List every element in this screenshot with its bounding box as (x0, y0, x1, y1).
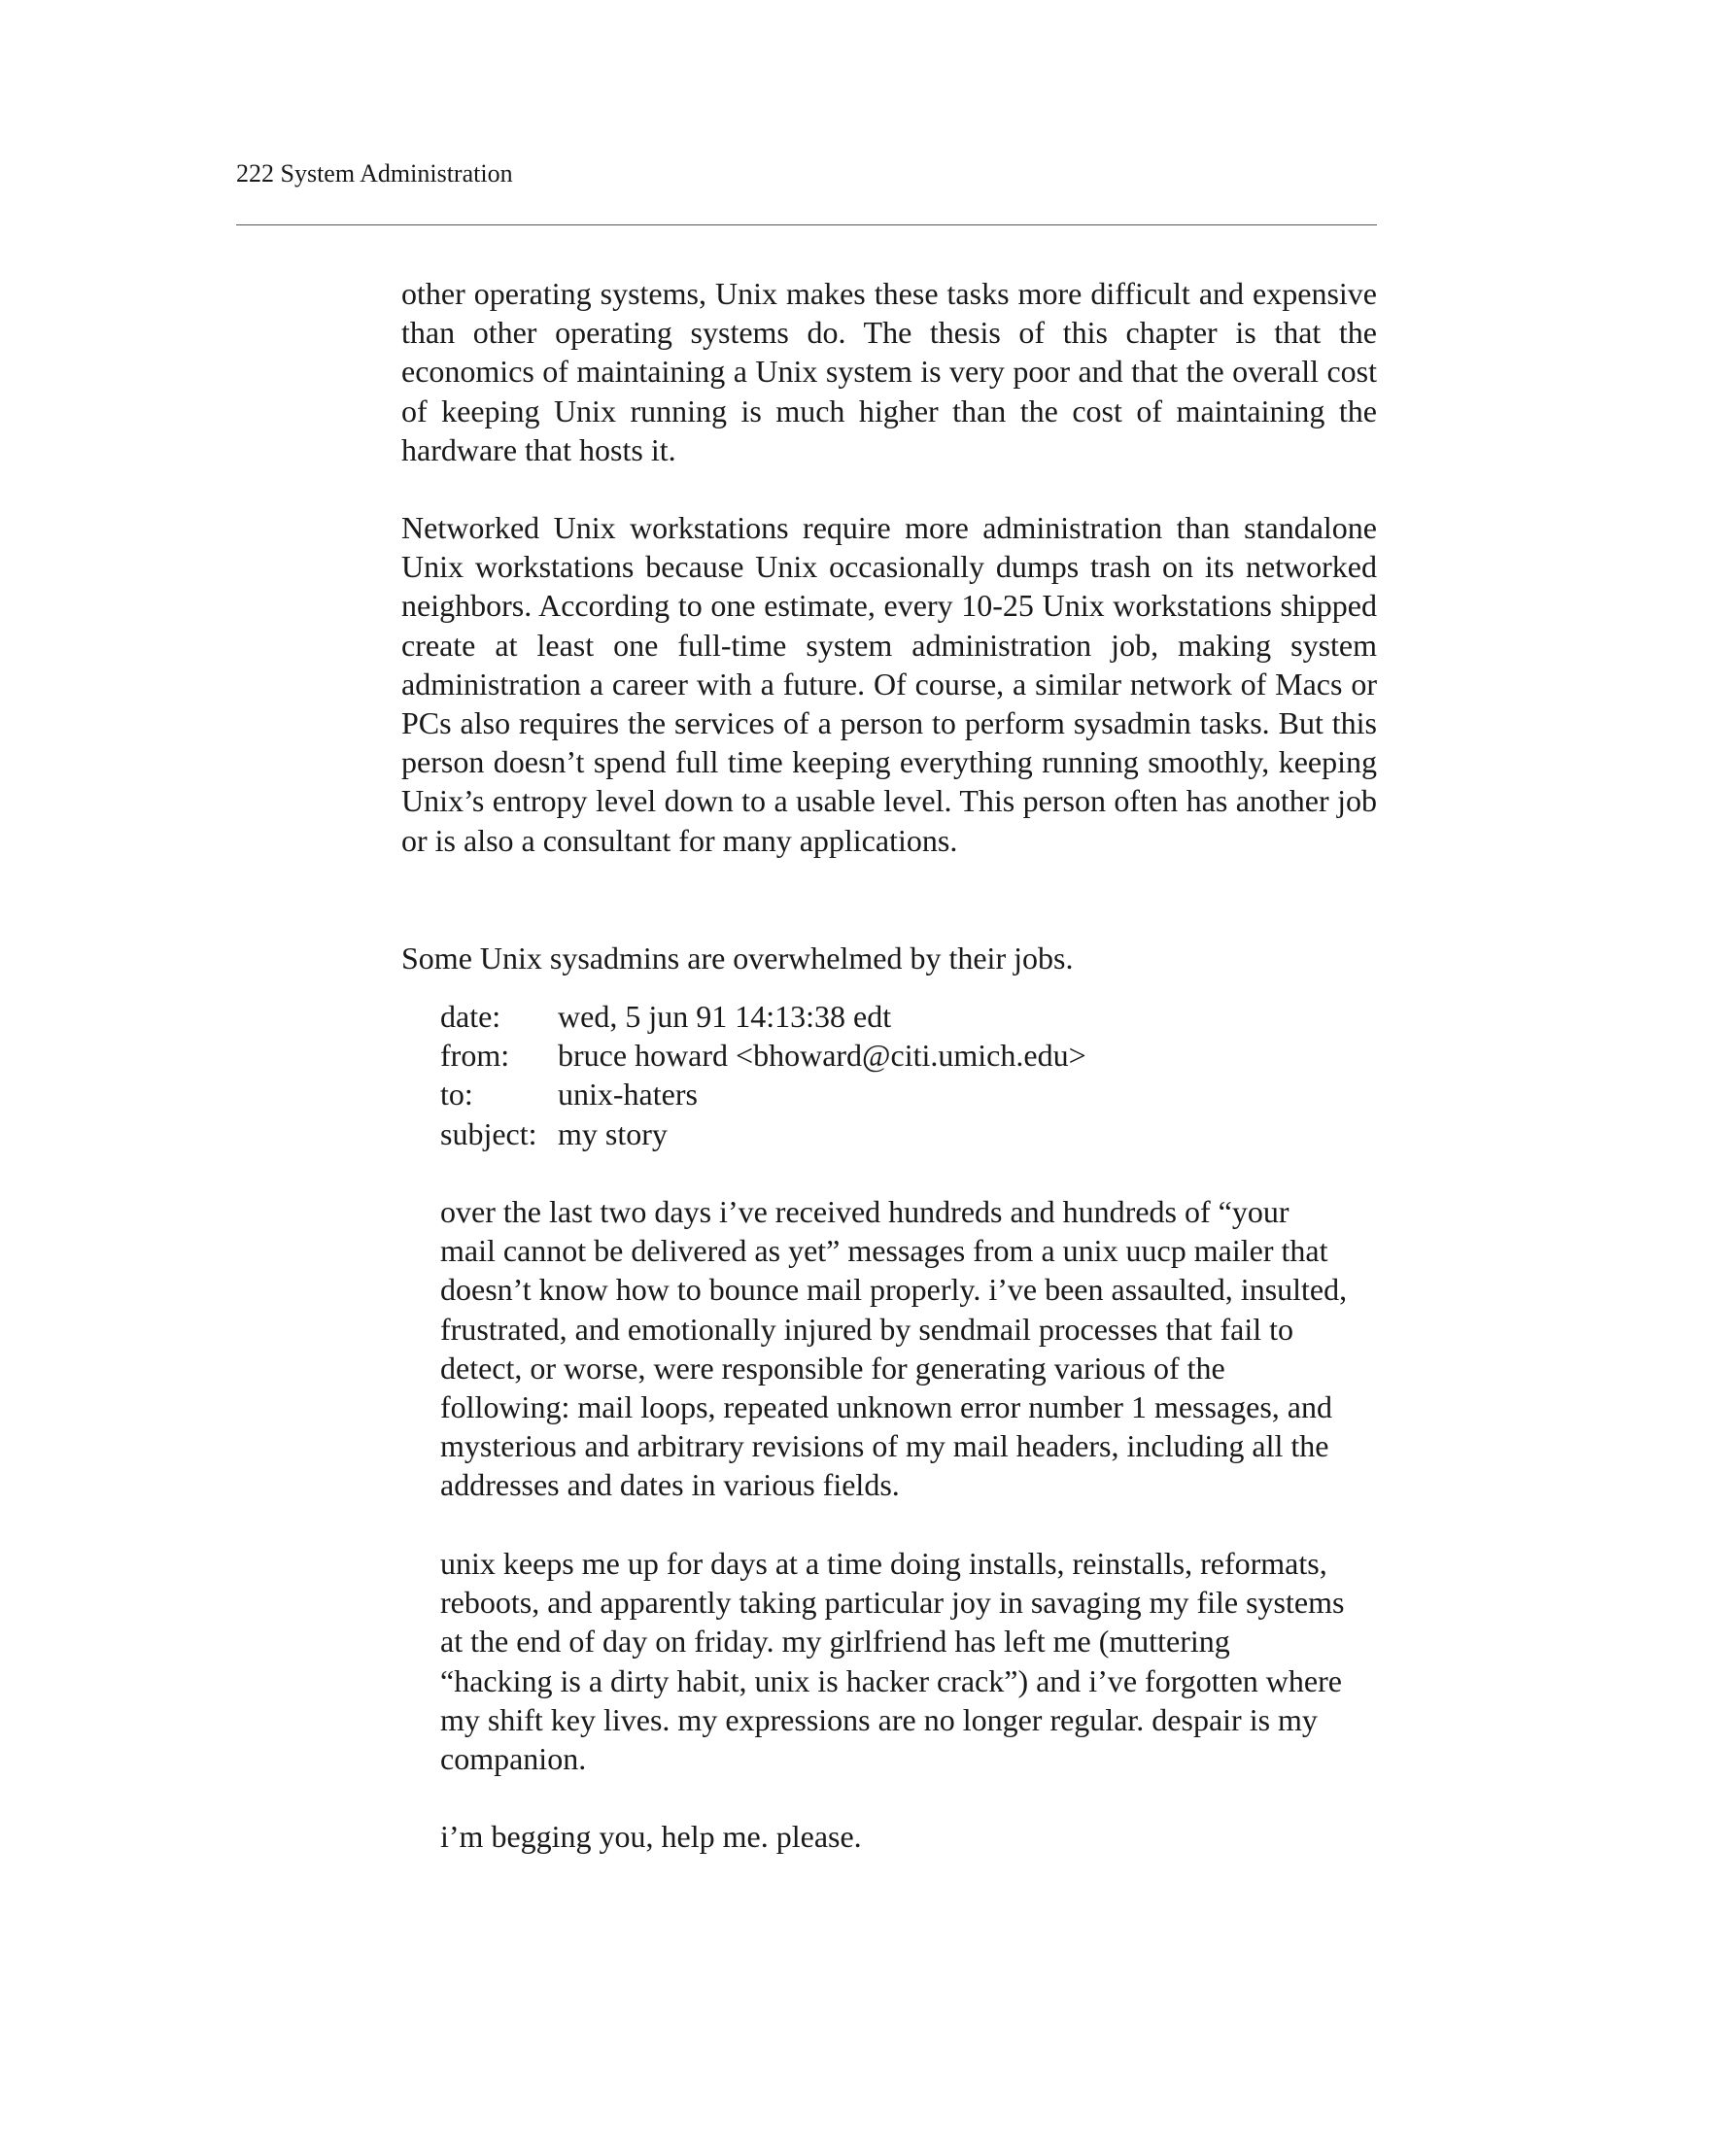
paragraph-text: over the last two days i’ve received hundreds and hundreds of “your mail cannot be delivered as yet” messages from a unix uucp mailer that doesn’t know how to bounce mail properly. i’ve been assaulted, insulted, frustrated, and emotionally injured by sendmail processes that fail to detect, or worse, were responsible for generating various of the following: mail loops, repeated unknown error number 1 messages, and mysterious and arbitrary revisions of my mail headers, including all the addresses and dates in various fields. (440, 1194, 1348, 1503)
paragraph-text: Networked Unix workstations require more administration than standalone Unix workstations because Unix occasionally dumps trash on its networked neighbors. According to one estimate, every 10-25 Unix workstations shipped create at least one full-time system administration job, making system administration a career with a future. Of course, a similar network of Macs or PCs also requires the services of a person to perform sysadmin tasks. But this person doesn’t spend full time keeping everything running smoothly, keeping Unix’s entropy level down to a usable level. This person often has another job or is also a consultant for many applications. (401, 510, 1377, 858)
email-body-paragraph-1 (440, 1192, 1349, 1505)
paragraph-text: unix keeps me up for days at a time doing installs, reinstalls, reformats, reboots, and apparently taking particular joy in savaging my file systems at the end of day on friday. my girlfriend has left me (muttering “hacking is a dirty habit, unix is hacker crack”) and i’ve forgotten where my shift key lives. my expressions are no longer regular. despair is my companion. (440, 1546, 1345, 1777)
paragraph-text: Some Unix sysadmins are overwhelmed by their jobs. (401, 941, 1074, 975)
running-head: 222 System Administration (236, 159, 513, 188)
header-label: from: (440, 1038, 510, 1074)
header-value: wed, 5 jun 91 14:13:38 edt (558, 999, 892, 1034)
body-paragraph-3 (401, 939, 1377, 977)
email-header-date (440, 997, 1086, 1036)
header-label: date: (440, 999, 501, 1034)
email-body-paragraph-3 (440, 1817, 1349, 1856)
header-label: to: (440, 1077, 473, 1112)
header-value: bruce howard <bhoward@citi.umich.edu> (558, 1038, 1086, 1074)
header-value: my story (558, 1115, 668, 1151)
email-header-from (440, 1036, 1086, 1075)
header-value: unix-haters (558, 1077, 698, 1112)
header-label: subject: (440, 1115, 537, 1151)
email-header-subject (440, 1114, 1086, 1153)
body-paragraph-1 (401, 274, 1377, 469)
paragraph-text: i’m begging you, help me. please. (440, 1819, 862, 1854)
paragraph-text: other operating systems, Unix makes these tasks more difficult and expensive than other operating systems do. The thesis of this chapter is that the economics of maintaining a Unix system is very poor and that the overall cost of keeping Unix running is much higher than the cost of maintaining the hardware that hosts it. (401, 276, 1377, 467)
header-rule (236, 224, 1377, 225)
email-headers (440, 997, 1086, 1153)
email-header-to (440, 1075, 1086, 1113)
email-body-paragraph-2 (440, 1544, 1349, 1778)
body-paragraph-2 (401, 508, 1377, 860)
